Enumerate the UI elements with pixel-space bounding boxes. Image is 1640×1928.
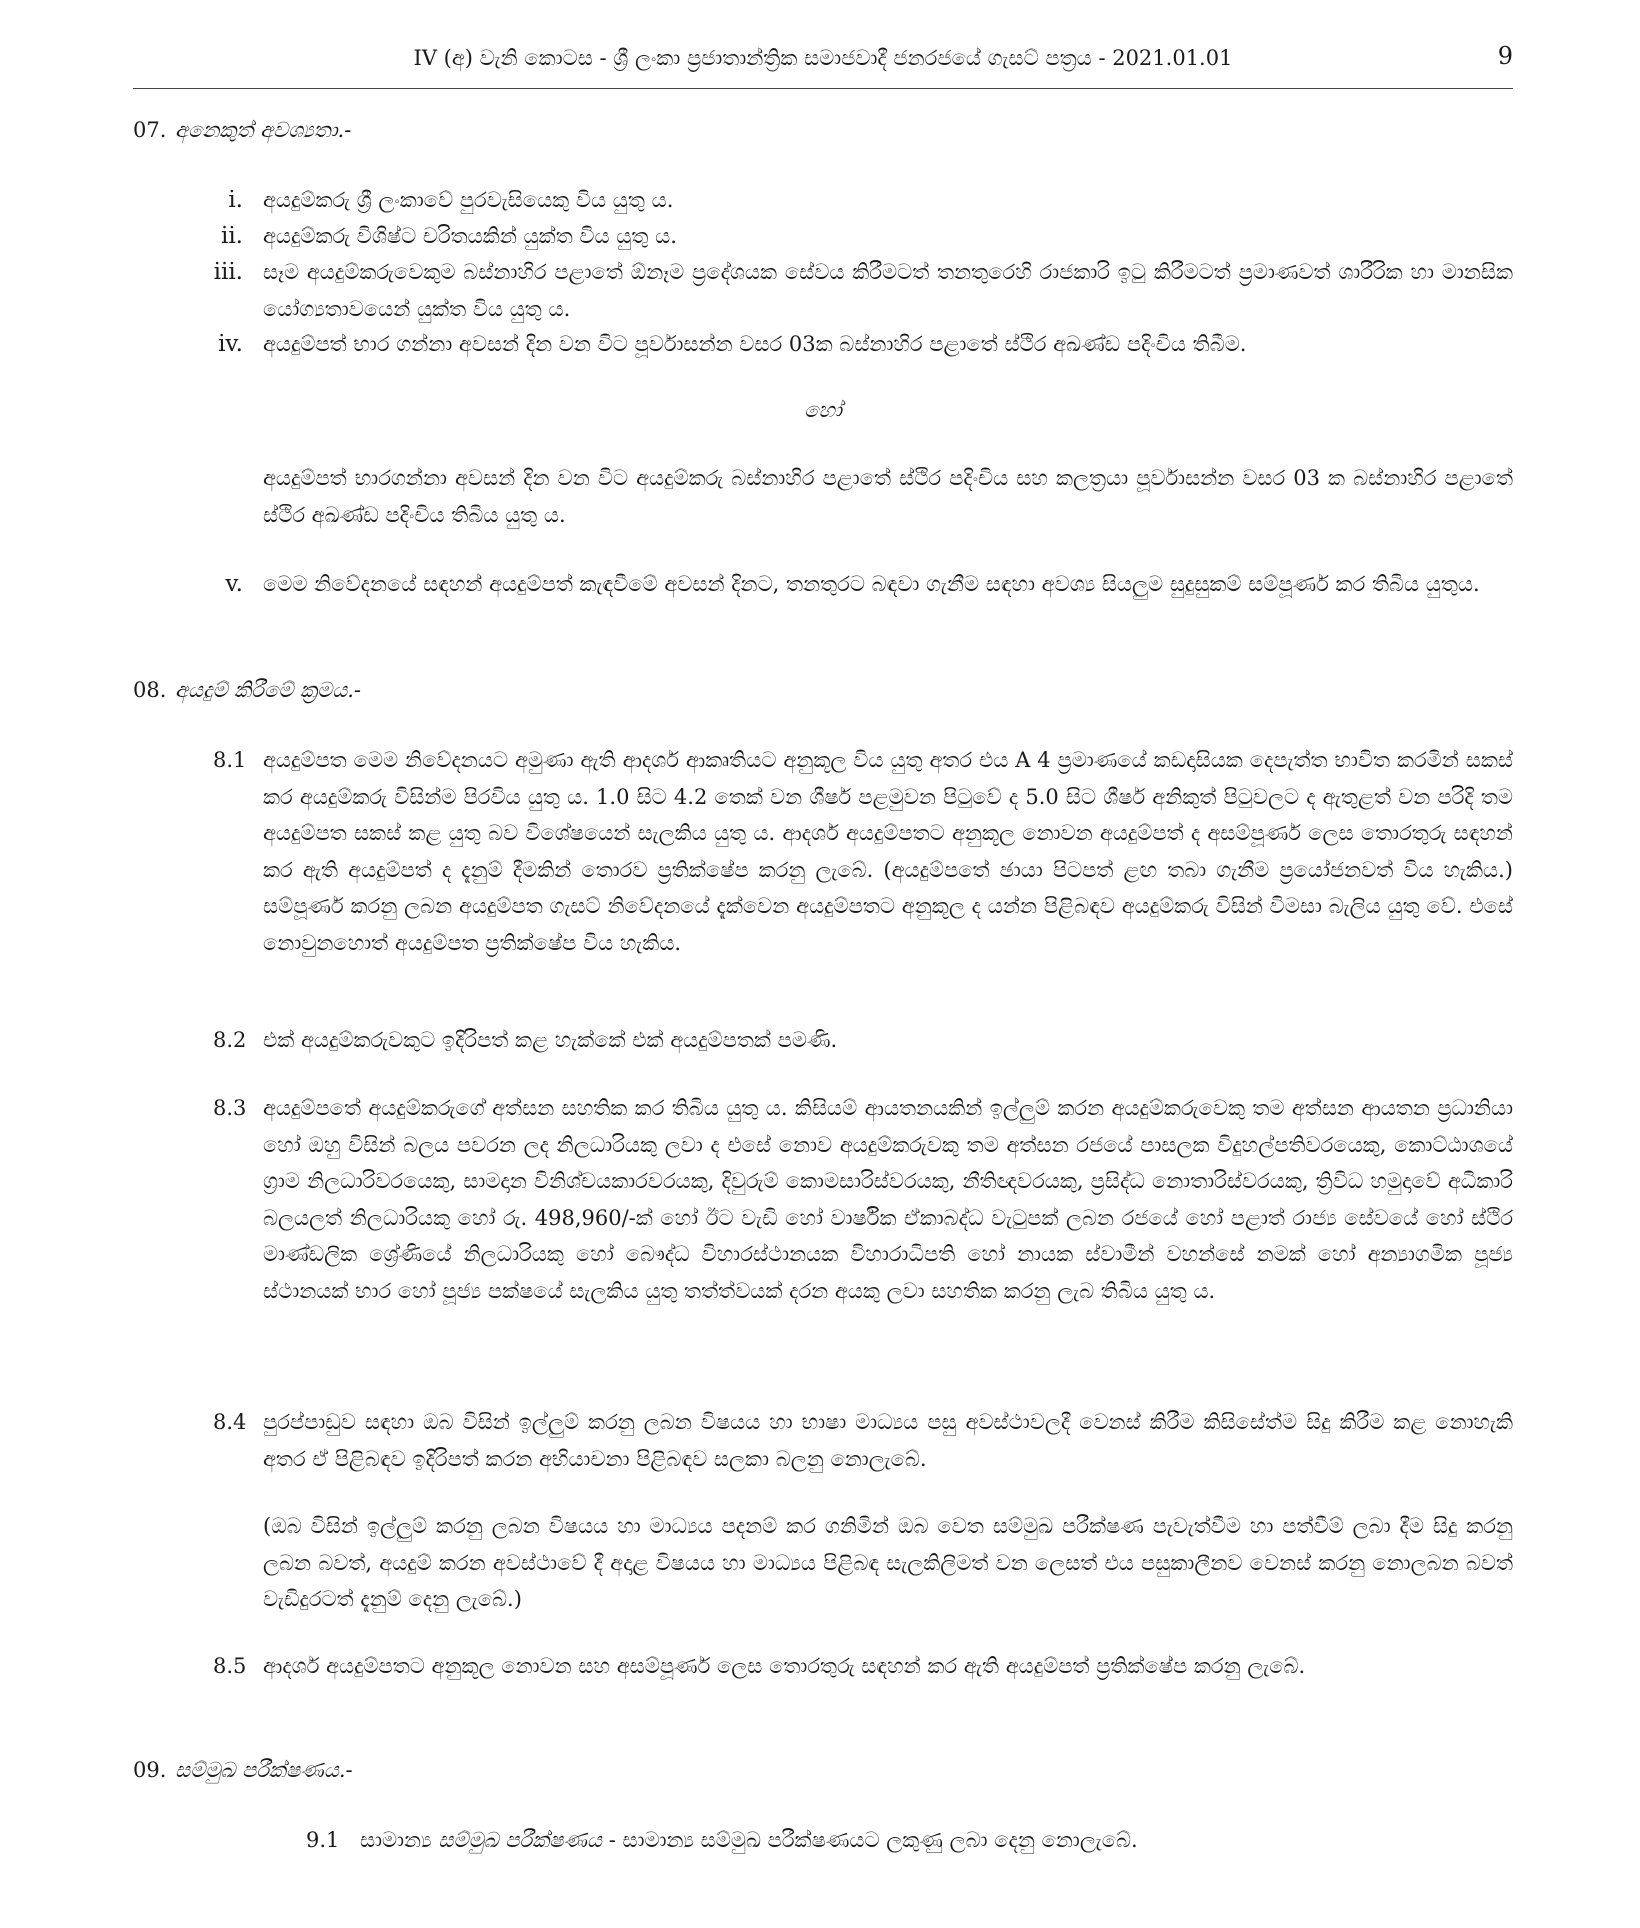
item-ii-text: අයදුම්කරු විශිෂ්ට චරිතයකින් යුක්ත විය යුතු ය. bbox=[263, 224, 677, 248]
header-title: IV (අ) වැනි කොටස - ශ්‍රී ලංකා ප්‍රජාතාන්ත්‍රික සමාජවාදී ජනරජයේ ගැසට් පත්‍රය - 2021.01.01 bbox=[413, 46, 1233, 70]
page-header bbox=[133, 38, 1513, 89]
para-8-3-number: 8.3 bbox=[213, 1096, 247, 1120]
page-number: 9 bbox=[1497, 42, 1513, 70]
section-09-number: 09. bbox=[133, 1758, 167, 1782]
para-8-2-text: එක් අයදුම්කරුවකුට ඉදිරිපත් කළ හැක්කේ එක් අයදුම්පතක් පමණි. bbox=[263, 1028, 838, 1052]
section-09-title: සම්මුඛ පරීක්ෂණය.- bbox=[175, 1758, 353, 1782]
item-v-number: v. bbox=[225, 571, 243, 597]
section-07-number: 07. bbox=[133, 118, 167, 142]
item-iv-number: iv. bbox=[218, 331, 243, 357]
para-8-4-text: පුරප්පාඩුව සඳහා ඔබ විසින් ඉල්ලුම් කරනු ලබන විෂයය හා භාෂා මාධ්‍යය පසු අවස්ථාවලදී වෙනස් කිරීම කිසිසේත්ම සිදු කිරීම කළ නොහැකි අතර ඒ පිළිබඳව ඉදිරිපත් කරන අභියාචනා පිළිබඳව සලකා බලනු නොලැබේ. bbox=[263, 1410, 1513, 1471]
para-9-1-text bbox=[360, 1822, 1510, 1859]
para-9-1-prefix: සාමාන්‍ය bbox=[360, 1828, 439, 1852]
section-08-title: අයදුම් කිරීමේ ක්‍රමය.- bbox=[175, 678, 361, 702]
item-i-number: i. bbox=[228, 187, 243, 213]
para-8-2-number: 8.2 bbox=[213, 1028, 247, 1052]
para-9-1-italic-term: සම්මුඛ පරීක්ෂණය bbox=[438, 1828, 603, 1852]
section-08-number: 08. bbox=[133, 678, 167, 702]
para-9-1-suffix: - සාමාන්‍ය සම්මුඛ පරීක්ෂණයට ලකුණු ලබා දෙනු නොලැබේ. bbox=[602, 1828, 1138, 1852]
para-8-4-number: 8.4 bbox=[213, 1410, 247, 1434]
item-iv-text: අයදුම්පත් භාර ගන්නා අවසන් දින වන විට පූර්වාසන්න වසර 03ක බස්නාහිර පළාතේ ස්ථිර අඛණ්ඩ පදිංචිය තිබීම. bbox=[263, 332, 1247, 356]
item-v-text: මෙම නිවේදනයේ සඳහන් අයදුම්පත් කැඳවීමේ අවසන් දිනට, තනතුරට බඳවා ගැනීම සඳහා අවශ්‍ය සියලුම සුදුසුකම් සම්පූර්ණ කර තිබිය යුතුය. bbox=[263, 572, 1480, 596]
item-iii-number: iii. bbox=[213, 259, 243, 285]
para-9-1-number: 9.1 bbox=[306, 1828, 340, 1852]
para-8-5-number: 8.5 bbox=[213, 1654, 247, 1678]
or-separator: හෝ bbox=[804, 398, 842, 422]
para-8-3-text: අයදුම්පතේ අයදුම්කරුගේ අත්සන සහතික කර තිබිය යුතු ය. කිසියම් ආයතනයකින් ඉල්ලුම් කරන අයදුම්කරුවෙකු තම අත්සන ආයතන ප්‍රධානියා හෝ ඔහු විසින් බලය පවරන ලද නිලධාරියකු ලවා ද එසේ නොව අයදුම්කරුවකු තම අත්සන රජයේ පාසලක විදුහල්පතිවරයෙකු, කොට්ඨාශයේ ග්‍රාම නිලධාරිවරයෙකු, සාමදාන විනිශ්චයකාරවරයකු, දිවුරුම් කොමසාරිස්වරයකු, නීතිඥවරයකු, ප්‍රසිද්ධ නොතාරිස්වරයකු, ත්‍රිවිධ හමුදාවේ අධිකාරි බලයලත් නිලධාරියකු හෝ රු. 498,960/-ක් හෝ ඊට වැඩි හෝ වාර්ෂික ඒකාබද්ධ වැටුපක් ලබන රජයේ හෝ පළාත් රාජ්‍ය සේවයේ හෝ ස්ථිර මාණ්ඩලික ශ්‍රේණියේ නිලධාරියකු හෝ බෞද්ධ විහාරස්ථානයක විහාරාධිපති හෝ නායක ස්වාමීන් වහන්සේ නමක් හෝ අන්‍යාගමික පූජ්‍ය ස්ථානයක් භාර හෝ පූජ්‍ය පක්ෂයේ සැලකිය යුතු තත්ත්වයක් දරන අයකු ලවා සහතික කරනු ලැබ තිබිය යුතු ය. bbox=[263, 1096, 1513, 1303]
item-ii-number: ii. bbox=[220, 223, 243, 249]
para-8-4-note: (ඔබ විසින් ඉල්ලුම් කරනු ලබන විෂයය හා මාධ්‍යය පදනම් කර ගනිමින් ඔබ වෙත සම්මුඛ පරීක්ෂණ පැවැත්වීම හා පත්වීම් ලබා දීම සිදු කරනු ලබන බවත්, අයදුම් කරන අවස්ථාවේ දී අදාළ විෂයය හා මාධ්‍යය පිළිබඳ සැලකිලිමත් වන ලෙසත් එය පසුකාලීනව වෙනස් කරනු නොලබන බවත් වැඩිදුරටත් දැනුම් දෙනු ලැබේ.) bbox=[263, 1514, 1513, 1611]
item-iii-text: සෑම අයදුම්කරුවෙකුම බස්නාහිර පළාතේ ඕනෑම ප්‍රදේශයක සේවය කිරීමටත් තනතුරෙහි රාජකාරි ඉටු කිරීමටත් ප්‍රමාණවත් ශාරීරික හා මානසික යෝග්‍යතාවයෙන් යුක්ත විය යුතු ය. bbox=[263, 260, 1513, 321]
para-8-1-text: අයදුම්පත මෙම නිවේදනයට අමුණා ඇති ආදර්ශ ආකෘතියට අනුකූල විය යුතු අතර එය A 4 ප්‍රමාණයේ කඩදාසියක දෙපැත්ත භාවිත කරමින් සකස් කර අයදුම්කරු විසින්ම පිරවිය යුතු ය. 1.0 සිට 4.2 තෙක් වන ශීර්ෂ පළමුවන පිටුවේ ද 5.0 සිට ශීර්ෂ අනිකුත් පිටුවලට ද ඇතුළත් වන පරිදි තම අයදුම්පත සකස් කළ යුතු බව විශේෂයෙන් සැලකිය යුතු ය. ආදර්ශ අයදුම්පතට අනුකූල නොවන අයදුම්පත් ද අසම්පූර්ණ ලෙස තොරතුරු සඳහන් කර ඇති අයදුම්පත් ද දැනුම් දීමකින් තොරව ප්‍රතික්ෂේප කරනු ලැබේ. (අයදුම්පතේ ඡායා පිටපත් ළඟ තබා ගැනීම ප්‍රයෝජනවත් විය හැකිය.) සම්පූර්ණ කරනු ලබන අයදුම්පත ගැසට් නිවේදනයේ දැක්වෙන අයදුම්පතට අනුකූල ද යන්න පිළිබඳව අයදුම්කරු විසින් විමසා බැලිය යුතු වේ. එසේ නොවුනහොත් අයදුම්පත ප්‍රතික්ෂේප විය හැකිය. bbox=[263, 748, 1513, 955]
or-alternative-text: අයදුම්පත් භාරගන්නා අවසන් දින වන විට අයදුම්කරු බස්නාහිර පළාතේ ස්ථිර පදිංචිය සහ කලත්‍රයා පූර්වාසන්න වසර 03 ක බස්නාහිර පළාතේ ස්ථිර අඛණ්ඩ පදිංචිය තිබිය යුතු ය. bbox=[263, 466, 1513, 527]
item-i-text: අයදුම්කරු ශ්‍රී ලංකාවේ පුරවැසියෙකු විය යුතු ය. bbox=[263, 188, 674, 212]
para-8-1-number: 8.1 bbox=[213, 748, 247, 772]
section-07-title: අනෙකුත් අවශ්‍යතා.- bbox=[175, 118, 352, 142]
para-8-5-text: ආදර්ශ අයදුම්පතට අනුකූල නොවන සහ අසම්පූර්ණ ලෙස තොරතුරු සඳහන් කර ඇති අයදුම්පත් ප්‍රතික්ෂේප කරනු ලැබේ. bbox=[263, 1654, 1306, 1678]
